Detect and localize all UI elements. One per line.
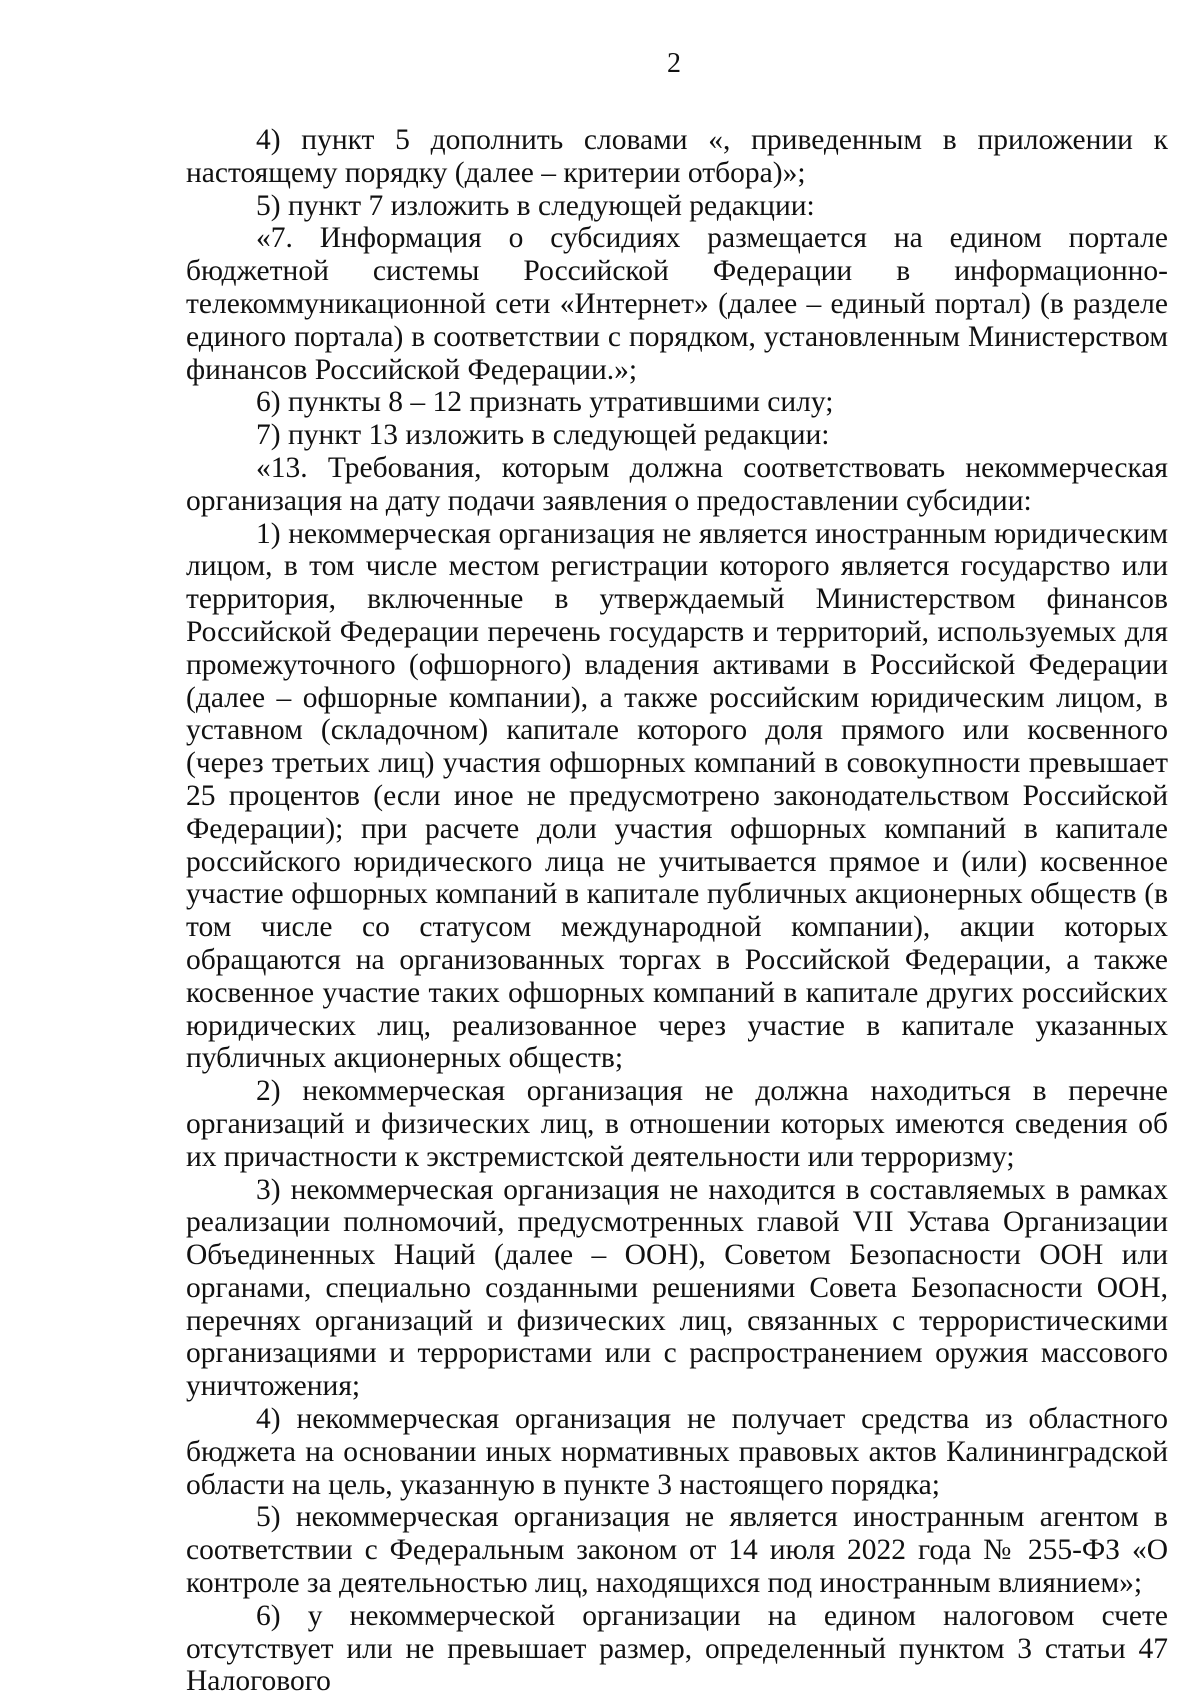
- paragraph-item-6: 6) пункты 8 – 12 признать утратившими силу;: [256, 386, 834, 419]
- paragraph-item-7: 7) пункт 13 изложить в следующей редакции:: [256, 419, 830, 452]
- paragraph-requirement-3: 3) некоммерческая организация не находится в составляемых в рамках реализации полномочий, предусмотренных главой VII Устава Организации Объединенных Наций (далее – ООН), Советом Безопасности ООН или органами, специально созданными решениями Совета Безопасности ООН, перечнях организаций и физических лиц, связанных с террористическими организациями и террористами или с распространением оружия массового уничтожения;: [186, 1173, 1168, 1403]
- page-number: 2: [667, 48, 681, 79]
- paragraph-point-13-intro: «13. Требования, которым должна соответствовать некоммерческая организация на дату подачи заявления о предоставлении субсидии:: [186, 451, 1168, 517]
- paragraph-requirement-1: 1) некоммерческая организация не является иностранным юридическим лицом, в том числе местом регистрации которого является государство или территория, включенные в утверждаемый Министерством финансов Российской Федерации перечень государств и территорий, используемых для промежуточного (офшорного) владения активами в Российской Федерации (далее – офшорные компании), а также российским юридическим лицом, в уставном (складочном) капитале которого доля прямого или косвенного (через третьих лиц) участия офшорных компаний в совокупности превышает 25 процентов (если иное не предусмотрено законодательством Российской Федерации); при расчете доли участия офшорных компаний в капитале российского юридического лица не учитывается прямое и (или) косвенное участие офшорных компаний в капитале публичных акционерных обществ (в том числе со статусом международной компании), акции которых обращаются на организованных торгах в Российской Федерации, а также косвенное участие таких офшорных компаний в капитале других российских юридических лиц, реализованное через участие в капитале указанных публичных акционерных обществ;: [186, 517, 1168, 1075]
- document-body: [186, 124, 1168, 1698]
- paragraph-requirement-6: 6) у некоммерческой организации на едином налоговом счете отсутствует или не превышает размер, определенный пунктом 3 статьи 47 Налогового: [186, 1599, 1168, 1698]
- paragraph-item-4: 4) пункт 5 дополнить словами «, приведенным в приложении к настоящему порядку (далее – критерии отбора)»;: [186, 124, 1168, 189]
- paragraph-requirement-5: 5) некоммерческая организация не является иностранным агентом в соответствии с Федеральным законом от 14 июля 2022 года № 255-ФЗ «О контроле за деятельностью лиц, находящихся под иностранным влиянием»;: [186, 1501, 1168, 1600]
- paragraph-requirement-4: 4) некоммерческая организация не получает средства из областного бюджета на основании иных нормативных правовых актов Калининградской области на цель, указанную в пункте 3 настоящего порядка;: [186, 1403, 1168, 1501]
- paragraph-requirement-2: 2) некоммерческая организация не должна находиться в перечне организаций и физических лиц, в отношении которых имеются сведения об их причастности к экстремистской деятельности или терроризму;: [186, 1075, 1168, 1173]
- paragraph-item-5: 5) пункт 7 изложить в следующей редакции:: [256, 189, 815, 222]
- paragraph-point-7-text: «7. Информация о субсидиях размещается на едином портале бюджетной системы Российской Федерации в информационно-телекоммуникационной сети «Интернет» (далее – единый портал) (в разделе единого портала) в соответствии с порядком, установленным Министерством финансов Российской Федерации.»;: [186, 222, 1168, 386]
